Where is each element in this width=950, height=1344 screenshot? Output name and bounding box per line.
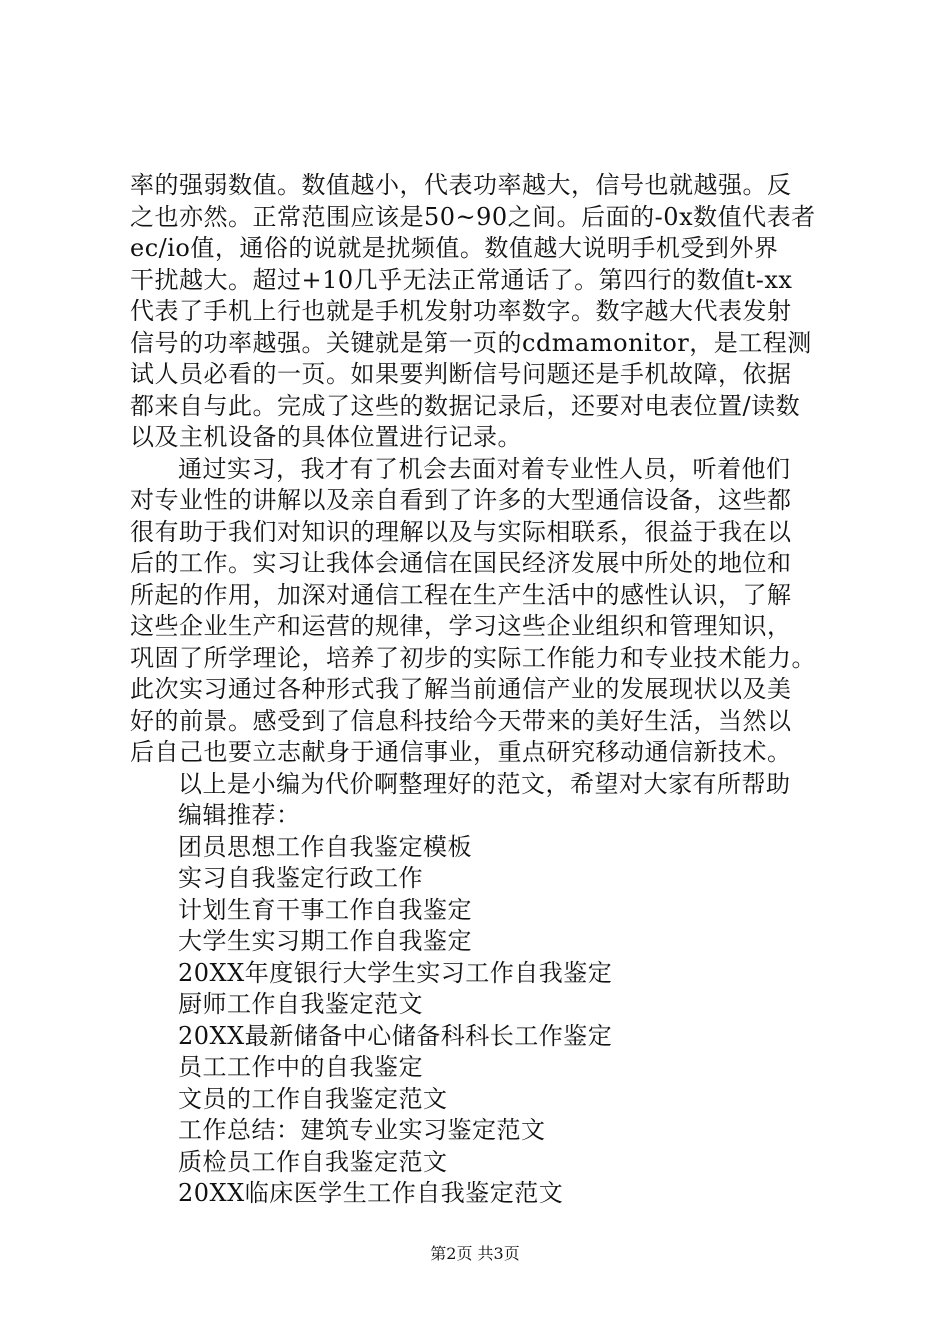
page-number: 第2页 共3页	[430, 1244, 520, 1263]
paragraph-line: 试人员必看的一页。如果要判断信号问题还是手机故障，依据	[130, 360, 792, 388]
paragraph-line: 对专业性的讲解以及亲自看到了许多的大型通信设备，这些都	[130, 486, 792, 514]
paragraph-line: 之也亦然。正常范围应该是50~90之间。后面的-0x数值代表者	[130, 202, 816, 231]
paragraph-line: 后的工作。实习让我体会通信在国民经济发展中所处的地位和	[130, 549, 792, 577]
paragraph-line: 很有助于我们对知识的理解以及与实际相联系，很益于我在以	[130, 517, 792, 546]
paragraph-line: 巩固了所学理论，培养了初步的实际工作能力和专业技术能力。	[130, 643, 816, 672]
recommendation-link[interactable]: 大学生实习期工作自我鉴定	[178, 927, 472, 955]
recommendation-link[interactable]: 20XX临床医学生工作自我鉴定范文	[178, 1179, 564, 1207]
paragraph-line: 好的前景。感受到了信息科技给今天带来的美好生活，当然以	[130, 706, 792, 735]
recommendation-link[interactable]: 工作总结：建筑专业实习鉴定范文	[178, 1116, 546, 1144]
paragraph-line: 率的强弱数值。数值越小，代表功率越大，信号也就越强。反	[130, 171, 792, 199]
recommendation-link[interactable]: 质检员工作自我鉴定范文	[178, 1147, 448, 1176]
recommend-heading: 编辑推荐：	[178, 801, 301, 829]
paragraph-line: ec/io值，通俗的说就是扰频值。数值越大说明手机受到外界	[130, 234, 779, 262]
paragraph-line: 信号的功率越强。关键就是第一页的cdmamonitor，是工程测	[130, 328, 812, 357]
recommendation-link[interactable]: 团员思想工作自我鉴定模板	[178, 832, 472, 861]
paragraph-line: 以及主机设备的具体位置进行记录。	[130, 423, 522, 451]
recommendation-link[interactable]: 厨师工作自我鉴定范文	[178, 990, 423, 1018]
recommendation-link[interactable]: 文员的工作自我鉴定范文	[178, 1084, 448, 1113]
page-footer	[0, 1244, 950, 1264]
recommendation-link[interactable]: 实习自我鉴定行政工作	[178, 864, 423, 892]
paragraph-line: 这些企业生产和运营的规律，学习这些企业组织和管理知识，	[130, 612, 792, 640]
recommendation-link[interactable]: 计划生育干事工作自我鉴定	[178, 895, 472, 924]
paragraph-line: 此次实习通过各种形式我了解当前通信产业的发展现状以及美	[130, 675, 792, 703]
recommendation-link[interactable]: 20XX年度银行大学生实习工作自我鉴定	[178, 958, 613, 987]
recommendation-link[interactable]: 20XX最新储备中心储备科科长工作鉴定	[178, 1021, 613, 1050]
closing-note: 以上是小编为代价啊整理好的范文，希望对大家有所帮助	[178, 769, 791, 798]
paragraph-2	[130, 454, 850, 769]
body-text	[130, 170, 850, 1210]
paragraph-line: 代表了手机上行也就是手机发射功率数字。数字越大代表发射	[130, 297, 792, 325]
paragraph-1	[130, 170, 850, 454]
recommendation-list	[130, 832, 850, 1210]
paragraph-line: 干扰越大。超过+10几乎无法正常通话了。第四行的数值t-xx	[130, 265, 793, 294]
paragraph-line: 都来自与此。完成了这些的数据记录后，还要对电表位置/读数	[130, 391, 801, 420]
paragraph-line: 通过实习，我才有了机会去面对着专业性人员，听着他们	[178, 454, 791, 483]
recommendation-link[interactable]: 员工工作中的自我鉴定	[178, 1053, 423, 1081]
paragraph-line: 所起的作用，加深对通信工程在生产生活中的感性认识，了解	[130, 580, 792, 609]
paragraph-line: 后自己也要立志献身于通信事业，重点研究移动通信新技术。	[130, 738, 792, 766]
